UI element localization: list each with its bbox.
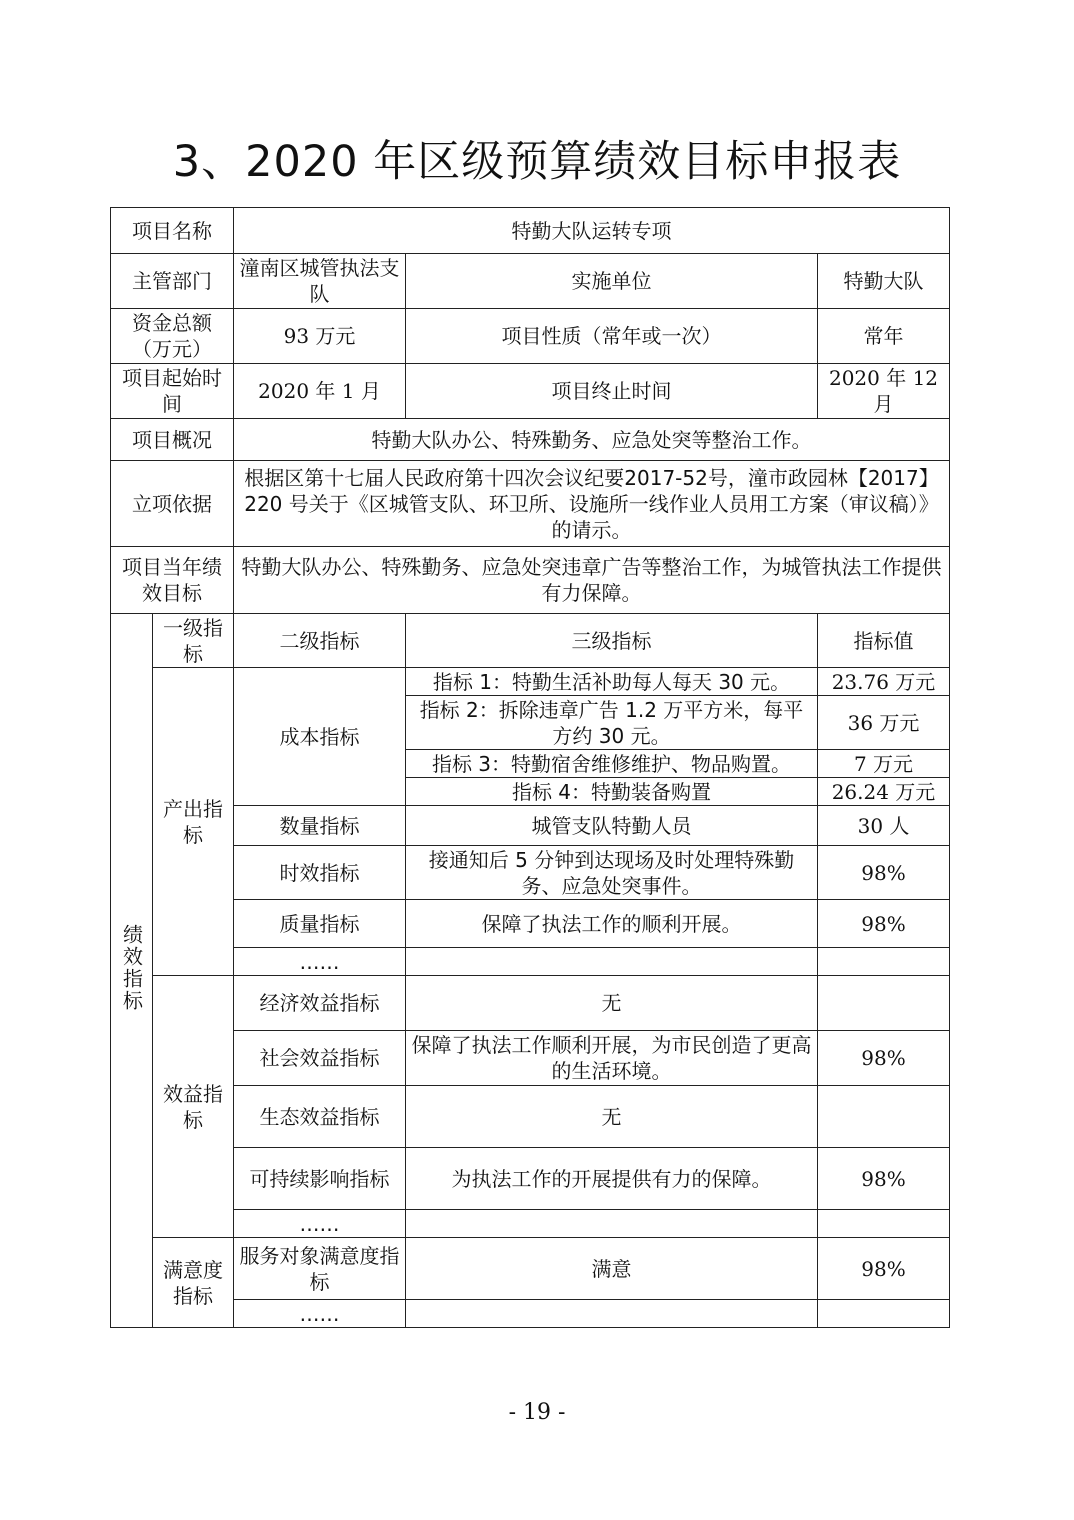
benefit-desc-5: [406, 1210, 818, 1238]
label-end: 项目终止时间: [406, 364, 818, 419]
output-value-3: 98%: [818, 900, 950, 948]
satisfaction-level2-1: 服务对象满意度指标: [234, 1238, 406, 1300]
satisfaction-desc-1: 满意: [406, 1238, 818, 1300]
benefit-value-3: [818, 1086, 950, 1148]
label-benefit: 效益指标: [153, 976, 234, 1238]
value-end: 2020 年 12 月: [818, 364, 950, 419]
header-level1: 一级指标: [153, 614, 234, 668]
cost-desc-4: 指标 4：特勤装备购置: [406, 778, 818, 806]
output-level2-1: 数量指标: [234, 806, 406, 846]
cost-desc-1: 指标 1：特勤生活补助每人每天 30 元。: [406, 668, 818, 696]
satisfaction-level2-2: ……: [234, 1300, 406, 1328]
value-nature: 常年: [818, 309, 950, 364]
value-funds: 93 万元: [234, 309, 406, 364]
output-level2-4: ……: [234, 948, 406, 976]
output-value-2: 98%: [818, 846, 950, 900]
row-dept: [111, 254, 950, 309]
benefit-desc-2: 保障了执法工作顺利开展，为市民创造了更高的生活环境。: [406, 1031, 818, 1086]
output-desc-4: [406, 948, 818, 976]
budget-performance-table: [110, 207, 950, 1328]
benefit-value-4: 98%: [818, 1148, 950, 1210]
table-row: [111, 1210, 950, 1238]
row-basis: [111, 461, 950, 547]
table-row: [111, 948, 950, 976]
label-goal: 项目当年绩效目标: [111, 547, 234, 614]
value-impl-unit: 特勤大队: [818, 254, 950, 309]
cost-value-4: 26.24 万元: [818, 778, 950, 806]
benefit-level2-4: 可持续影响指标: [234, 1148, 406, 1210]
value-project-name: 特勤大队运转专项: [234, 208, 950, 254]
label-satisfaction: 满意度指标: [153, 1238, 234, 1328]
table-row: [111, 806, 950, 846]
cost-desc-2: 指标 2：拆除违章广告 1.2 万平方米，每平方约 30 元。: [406, 696, 818, 750]
output-desc-3: 保障了执法工作的顺利开展。: [406, 900, 818, 948]
benefit-value-5: [818, 1210, 950, 1238]
table-row: [111, 1238, 950, 1300]
cost-value-1: 23.76 万元: [818, 668, 950, 696]
output-value-1: 30 人: [818, 806, 950, 846]
table-row: [111, 1086, 950, 1148]
output-level2-2: 时效指标: [234, 846, 406, 900]
table-row: [111, 1148, 950, 1210]
value-start: 2020 年 1 月: [234, 364, 406, 419]
label-start: 项目起始时间: [111, 364, 234, 419]
output-desc-2: 接通知后 5 分钟到达现场及时处理特殊勤务、应急处突事件。: [406, 846, 818, 900]
row-overview: [111, 419, 950, 461]
cost-desc-3: 指标 3：特勤宿舍维修维护、物品购置。: [406, 750, 818, 778]
table-row: [111, 976, 950, 1031]
table-row: [111, 846, 950, 900]
benefit-level2-5: ……: [234, 1210, 406, 1238]
table-row: [111, 1031, 950, 1086]
value-dept: 潼南区城管执法支队: [234, 254, 406, 309]
row-goal: [111, 547, 950, 614]
label-nature: 项目性质（常年或一次）: [406, 309, 818, 364]
document-title: 3、2020 年区级预算绩效目标申报表: [172, 137, 902, 187]
header-value: 指标值: [818, 614, 950, 668]
benefit-desc-4: 为执法工作的开展提供有力的保障。: [406, 1148, 818, 1210]
benefit-level2-1: 经济效益指标: [234, 976, 406, 1031]
label-basis: 立项依据: [111, 461, 234, 547]
label-dept: 主管部门: [111, 254, 234, 309]
table-row: [111, 668, 950, 696]
satisfaction-desc-2: [406, 1300, 818, 1328]
row-period: [111, 364, 950, 419]
benefit-desc-3: 无: [406, 1086, 818, 1148]
label-funds: 资金总额（万元）: [111, 309, 234, 364]
output-level2-3: 质量指标: [234, 900, 406, 948]
page-number: - 19 -: [508, 1400, 566, 1425]
cost-value-2: 36 万元: [818, 696, 950, 750]
label-overview: 项目概况: [111, 419, 234, 461]
row-indicator-header: [111, 614, 950, 668]
label-project-name: 项目名称: [111, 208, 234, 254]
value-overview: 特勤大队办公、特殊勤务、应急处突等整治工作。: [234, 419, 950, 461]
header-level3: 三级指标: [406, 614, 818, 668]
benefit-value-1: [818, 976, 950, 1031]
benefit-value-2: 98%: [818, 1031, 950, 1086]
label-perf: 绩效指标: [111, 614, 153, 1328]
benefit-level2-3: 生态效益指标: [234, 1086, 406, 1148]
label-cost: 成本指标: [234, 668, 406, 806]
satisfaction-value-1: 98%: [818, 1238, 950, 1300]
table-row: [111, 900, 950, 948]
label-output: 产出指标: [153, 668, 234, 976]
row-project-name: [111, 208, 950, 254]
output-desc-1: 城管支队特勤人员: [406, 806, 818, 846]
row-funds: [111, 309, 950, 364]
output-value-4: [818, 948, 950, 976]
satisfaction-value-2: [818, 1300, 950, 1328]
value-goal: 特勤大队办公、特殊勤务、应急处突违章广告等整治工作，为城管执法工作提供有力保障。: [234, 547, 950, 614]
benefit-level2-2: 社会效益指标: [234, 1031, 406, 1086]
header-level2: 二级指标: [234, 614, 406, 668]
benefit-desc-1: 无: [406, 976, 818, 1031]
value-basis: 根据区第十七届人民政府第十四次会议纪要2017-52号，潼市政园林【2017】220 号关于《区城管支队、环卫所、设施所一线作业人员用工方案（审议稿）》的请示。: [234, 461, 950, 547]
table-row: [111, 1300, 950, 1328]
cost-value-3: 7 万元: [818, 750, 950, 778]
label-impl-unit: 实施单位: [406, 254, 818, 309]
